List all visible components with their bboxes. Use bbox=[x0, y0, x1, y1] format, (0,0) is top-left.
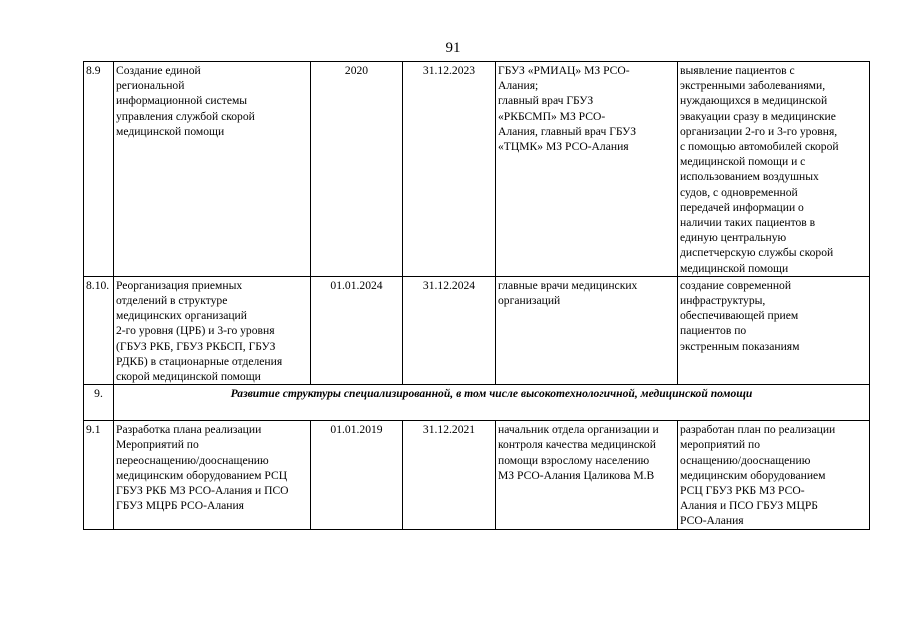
end-date: 31.12.2023 bbox=[403, 62, 496, 277]
row-number: 8.10. bbox=[84, 276, 114, 384]
start-date: 01.01.2019 bbox=[311, 421, 403, 529]
table-row bbox=[84, 62, 870, 277]
measure-name: Создание единой региональной информационной системы управления службой скорой медицинской помощи bbox=[114, 62, 311, 277]
start-date: 01.01.2024 bbox=[311, 276, 403, 384]
row-number: 8.9 bbox=[84, 62, 114, 277]
measure-name: Разработка плана реализации Мероприятий по переоснащению/дооснащению медицинским оборудованием РСЦ ГБУЗ РКБ МЗ РСО-Алания и ПСО ГБУЗ МЦРБ РСО-Алания bbox=[114, 421, 311, 529]
result: выявление пациентов с экстренными заболеваниями, нуждающихся в медицинской эвакуации сразу в медицинские организации 2-го и 3-го уровня, с помощью автомобилей скорой медицинской помощи и с использованием воздушных судов, с одновременной передачей информации о наличии таких пациентов в единую центральную диспетчерскую службы скорой медицинской помощи bbox=[678, 62, 870, 277]
responsible: начальник отдела организации и контроля качества медицинской помощи взрослому населению МЗ РСО-Алания Цаликова М.В bbox=[496, 421, 678, 529]
responsible: ГБУЗ «РМИАЦ» МЗ РСО- Алания; главный врач ГБУЗ «РКБСМП» МЗ РСО- Алания, главный врач ГБУЗ «ТЦМК» МЗ РСО-Алания bbox=[496, 62, 678, 277]
table-row bbox=[84, 276, 870, 384]
measure-name: Реорганизация приемных отделений в структуре медицинских организаций 2-го уровня (ЦРБ) и 3-го уровня (ГБУЗ РКБ, ГБУЗ РКБСП, ГБУЗ РДКБ) в стационарные отделения скорой медицинской помощи bbox=[114, 276, 311, 384]
section-row bbox=[84, 385, 870, 421]
section-title: Развитие структуры специализированной, в том числе высокотехнологичной, медицинской помощи bbox=[114, 385, 870, 421]
end-date: 31.12.2024 bbox=[403, 276, 496, 384]
row-number: 9.1 bbox=[84, 421, 114, 529]
result: создание современной инфраструктуры, обеспечивающей прием пациентов по экстренным показаниям bbox=[678, 276, 870, 384]
page-number: 91 bbox=[445, 40, 461, 56]
result: разработан план по реализации мероприятий по оснащению/дооснащению медицинским оборудованием РСЦ ГБУЗ РКБ МЗ РСО- Алания и ПСО ГБУЗ МЦРБ РСО-Алания bbox=[678, 421, 870, 529]
end-date: 31.12.2021 bbox=[403, 421, 496, 529]
start-date: 2020 bbox=[311, 62, 403, 277]
table-row bbox=[84, 421, 870, 529]
responsible: главные врачи медицинских организаций bbox=[496, 276, 678, 384]
section-number: 9. bbox=[84, 385, 114, 421]
measures-table bbox=[83, 61, 870, 530]
